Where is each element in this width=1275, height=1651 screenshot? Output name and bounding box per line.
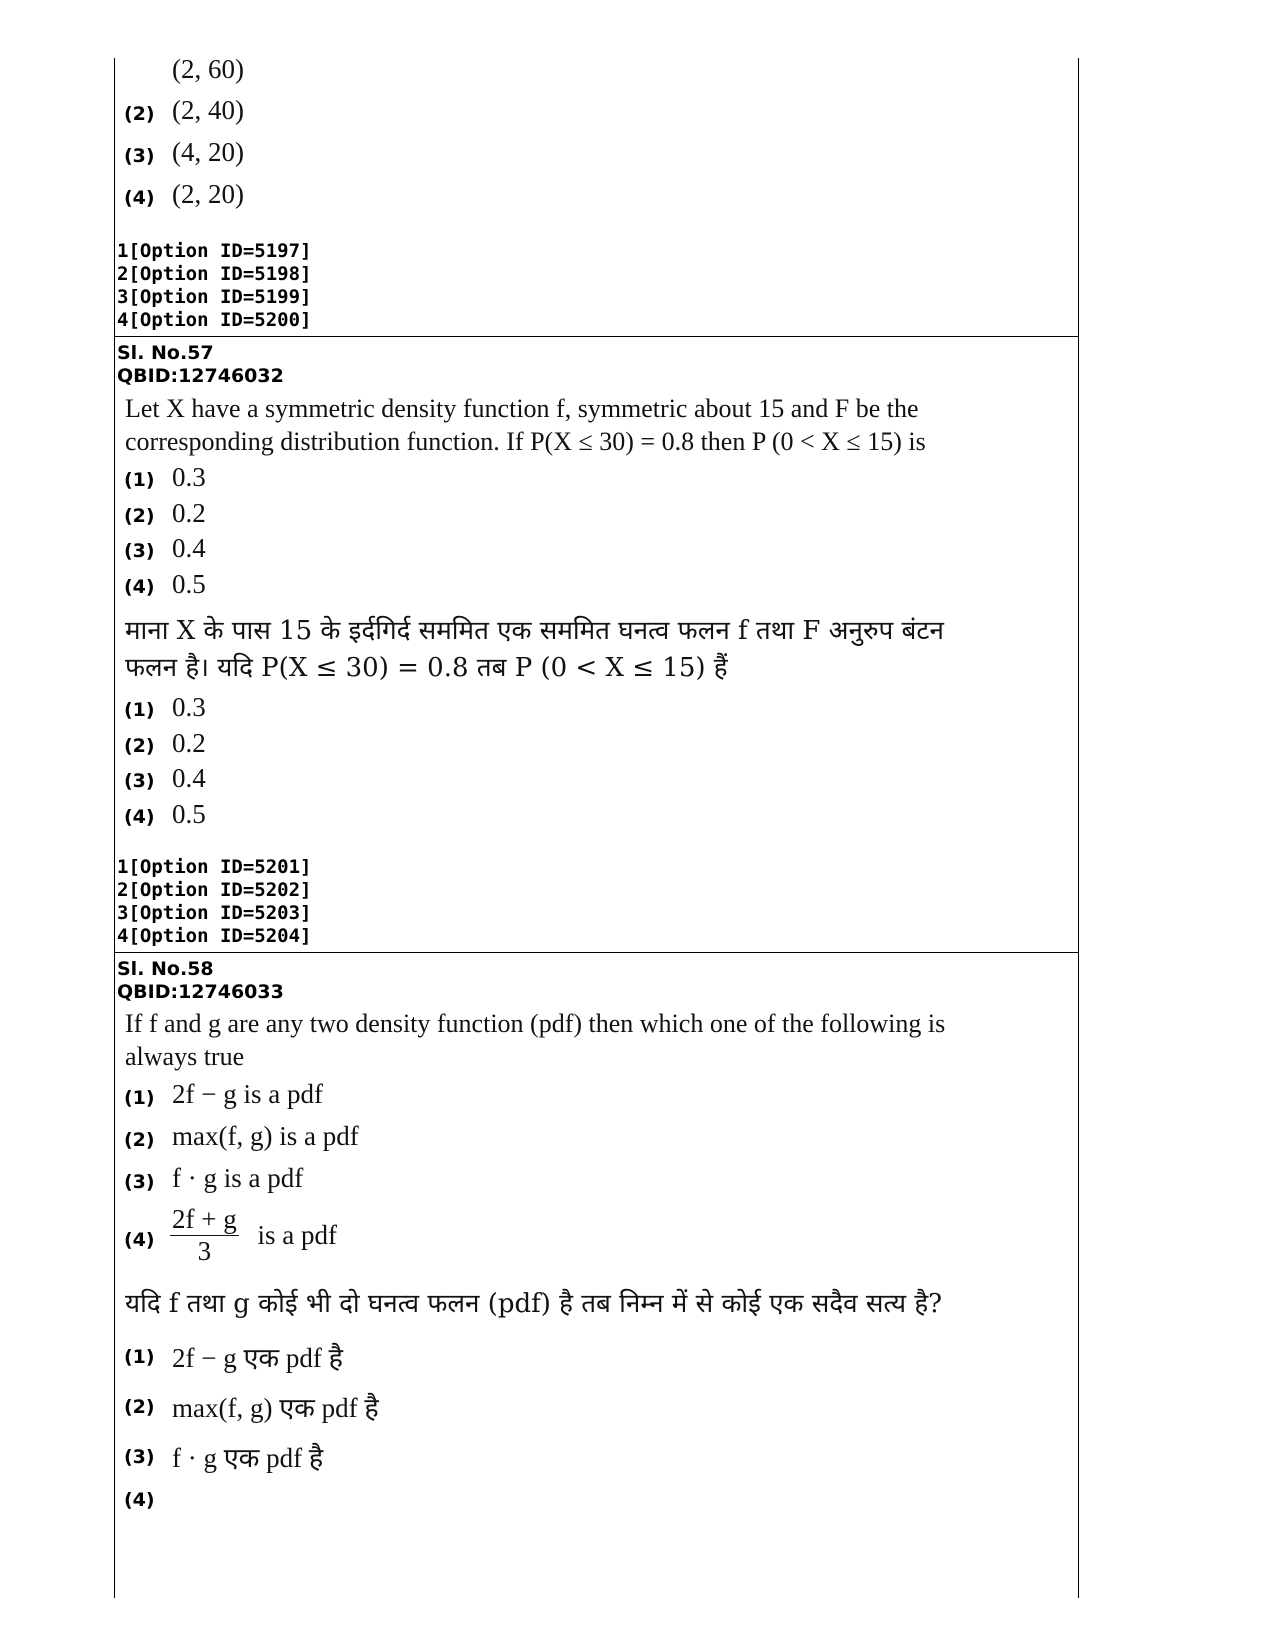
option-number: (1) — [124, 699, 155, 721]
option-text: (2, 20) — [172, 179, 244, 209]
question-line: corresponding distribution function. If P(X ≤ 30) = 0.8 then P (0 < X ≤ 15) is — [125, 427, 926, 456]
option-id: 3[Option ID=5199] — [117, 286, 312, 308]
option-text: 0.5 — [172, 569, 206, 599]
option-number: (2) — [124, 1396, 155, 1418]
option-number: (1) — [124, 469, 155, 491]
option-text: 0.3 — [172, 692, 206, 722]
question-line: If f and g are any two density function (pdf) then which one of the following is — [125, 1009, 946, 1038]
option-number: (4) — [124, 806, 155, 828]
question-header — [117, 342, 284, 388]
question-line: माना X के पास 15 के इर्दगिर्द सममित एक सममित घनत्व फलन f तथा F अनुरुप बंटन — [125, 616, 944, 646]
option-suffix: is a pdf — [257, 1220, 337, 1250]
question-text-hindi: यदि f तथा g कोई भी दो घनत्व फलन (pdf) है तब निम्न में से कोई एक सदैव सत्य है? — [125, 1289, 943, 1319]
option-text: 0.3 — [172, 462, 206, 492]
option-id: 1[Option ID=5201] — [117, 856, 312, 878]
divider — [114, 952, 1079, 953]
option-text: f · g is a pdf — [172, 1163, 304, 1193]
option-number: (1) — [124, 1087, 155, 1109]
option-text: (4, 20) — [172, 137, 244, 167]
option-number: (3) — [124, 1171, 155, 1193]
option-number: (2) — [124, 505, 155, 527]
option-text: 2f − g is a pdf — [172, 1079, 323, 1109]
option-number: (2) — [124, 735, 155, 757]
option-text: 0.2 — [172, 498, 206, 528]
serial-number: Sl. No.58 — [117, 958, 214, 980]
option-id: 4[Option ID=5200] — [117, 309, 312, 331]
question-text-english — [125, 1007, 945, 1073]
divider — [114, 336, 1079, 337]
fraction-numerator: 2f + g — [172, 1204, 237, 1234]
question-header — [117, 958, 284, 1004]
option-number: (3) — [124, 1446, 155, 1468]
question-line: फलन है। यदि P(X ≤ 30) = 0.8 तब P (0 < X ≤ 15) हैं — [125, 653, 728, 683]
fraction-option — [170, 1204, 337, 1267]
option-text: max(f, g) एक pdf है — [172, 1393, 379, 1423]
option-text: 0.5 — [172, 799, 206, 829]
option-number: (3) — [124, 770, 155, 792]
fraction — [170, 1204, 239, 1267]
option-number: (4) — [124, 1489, 155, 1511]
option-number: (4) — [124, 1229, 155, 1251]
option-id: 2[Option ID=5198] — [117, 263, 312, 285]
option-number: (4) — [124, 576, 155, 598]
option-text: 0.2 — [172, 728, 206, 758]
option-text: 0.4 — [172, 763, 206, 793]
question-line: always true — [125, 1042, 245, 1071]
option-number: (2) — [124, 103, 155, 125]
option-number: (2) — [124, 1129, 155, 1151]
option-number: (4) — [124, 187, 155, 209]
fraction-denominator: 3 — [197, 1236, 212, 1266]
option-number: (3) — [124, 540, 155, 562]
option-number: (3) — [124, 145, 155, 167]
option-id: 2[Option ID=5202] — [117, 879, 312, 901]
option-id-list — [117, 240, 311, 332]
option-id: 1[Option ID=5197] — [117, 240, 312, 262]
option-text: 0.4 — [172, 533, 206, 563]
question-line: Let X have a symmetric density function f, symmetric about 15 and F be the — [125, 394, 919, 423]
option-id: 3[Option ID=5203] — [117, 902, 312, 924]
option-id-list — [117, 856, 311, 948]
option-number: (1) — [124, 1346, 155, 1368]
question-bank-id: QBID:12746032 — [117, 365, 284, 387]
option-id: 4[Option ID=5204] — [117, 925, 312, 947]
option-text: f · g एक pdf है — [172, 1443, 324, 1473]
option-text: (2, 60) — [172, 54, 244, 84]
question-text-hindi — [125, 613, 944, 687]
question-text-english — [125, 392, 926, 458]
question-bank-id: QBID:12746033 — [117, 981, 284, 1003]
option-text: max(f, g) is a pdf — [172, 1121, 359, 1151]
option-text: 2f − g एक pdf है — [172, 1343, 343, 1373]
option-text: (2, 40) — [172, 95, 244, 125]
serial-number: Sl. No.57 — [117, 342, 214, 364]
